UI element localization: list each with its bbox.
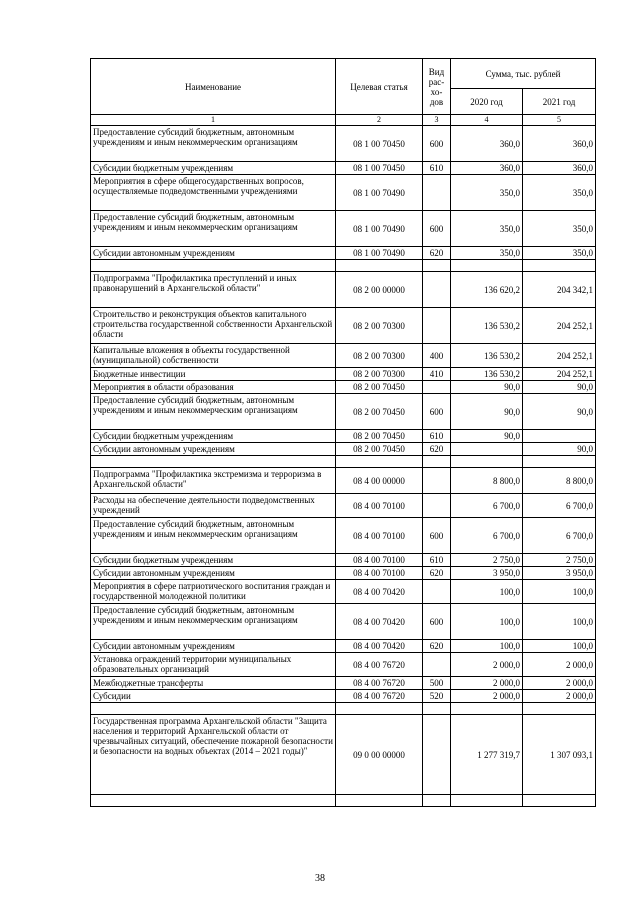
row-sum-2020: 2 750,0 <box>451 554 523 567</box>
row-sum-2021: 204 252,1 <box>523 344 596 368</box>
row-target-article: 08 2 00 70450 <box>336 430 423 443</box>
row-name: Субсидии бюджетным учреждениям <box>91 430 336 443</box>
row-sum-2021: 90,0 <box>523 381 596 394</box>
row-sum-2020: 8 800,0 <box>451 468 523 494</box>
row-expense-type: 610 <box>423 162 451 175</box>
row-target-article <box>336 795 423 807</box>
row-target-article: 08 1 00 70490 <box>336 175 423 211</box>
row-sum-2020: 136 530,2 <box>451 344 523 368</box>
row-sum-2020 <box>451 703 523 715</box>
table-row <box>91 653 596 677</box>
row-expense-type <box>423 715 451 795</box>
header-year-2021: 2021 год <box>523 89 596 115</box>
row-sum-2021 <box>523 456 596 468</box>
row-sum-2021: 100,0 <box>523 640 596 653</box>
row-sum-2021: 350,0 <box>523 247 596 260</box>
row-sum-2021 <box>523 430 596 443</box>
row-expense-type: 620 <box>423 640 451 653</box>
row-name: Строительство и реконструкция объектов капитального строительства государственной собственности Архангельской области <box>91 308 336 344</box>
table-row <box>91 211 596 247</box>
table-row <box>91 126 596 162</box>
column-number: 2 <box>336 115 423 126</box>
row-expense-type: 620 <box>423 443 451 456</box>
row-expense-type: 600 <box>423 604 451 640</box>
row-name: Мероприятия в сфере общегосударственных вопросов, осуществляемые подведомственными учреждениями <box>91 175 336 211</box>
table-row <box>91 715 596 795</box>
row-expense-type <box>423 580 451 604</box>
row-sum-2020: 360,0 <box>451 162 523 175</box>
row-target-article: 08 2 00 70450 <box>336 394 423 430</box>
row-sum-2021: 1 307 093,1 <box>523 715 596 795</box>
row-name: Подпрограмма "Профилактика экстремизма и терроризма в Архангельской области" <box>91 468 336 494</box>
row-sum-2021: 204 252,1 <box>523 368 596 381</box>
row-expense-type: 410 <box>423 368 451 381</box>
row-name: Субсидии <box>91 690 336 703</box>
header-year-2020: 2020 год <box>451 89 523 115</box>
table-row <box>91 640 596 653</box>
row-target-article: 08 2 00 70300 <box>336 344 423 368</box>
row-name: Предоставление субсидий бюджетным, автономным учреждениям и иным некоммерческим организациям <box>91 126 336 162</box>
row-target-article <box>336 456 423 468</box>
row-sum-2020: 350,0 <box>451 247 523 260</box>
row-name: Бюджетные инвестиции <box>91 368 336 381</box>
header-target-article: Целевая статья <box>336 59 423 115</box>
row-expense-type <box>423 272 451 308</box>
row-name: Субсидии автономным учреждениям <box>91 567 336 580</box>
row-target-article: 08 4 00 70420 <box>336 640 423 653</box>
row-target-article: 08 4 00 00000 <box>336 468 423 494</box>
row-sum-2020: 360,0 <box>451 126 523 162</box>
row-name: Предоставление субсидий бюджетным, автономным учреждениям и иным некоммерческим организациям <box>91 518 336 554</box>
column-numbers-row <box>91 115 596 126</box>
row-name: Мероприятия в сфере патриотического воспитания граждан и государственной молодежной политики <box>91 580 336 604</box>
row-target-article: 08 2 00 70300 <box>336 368 423 381</box>
row-target-article: 08 4 00 76720 <box>336 690 423 703</box>
row-name: Предоставление субсидий бюджетным, автономным учреждениям и иным некоммерческим организациям <box>91 394 336 430</box>
table-row <box>91 308 596 344</box>
row-name: Подпрограмма "Профилактика преступлений и иных правонарушений в Архангельской области" <box>91 272 336 308</box>
row-target-article: 08 1 00 70490 <box>336 211 423 247</box>
row-name <box>91 795 336 807</box>
table-row <box>91 368 596 381</box>
row-target-article: 08 2 00 00000 <box>336 272 423 308</box>
row-target-article <box>336 703 423 715</box>
row-sum-2020: 350,0 <box>451 211 523 247</box>
table-row <box>91 518 596 554</box>
row-sum-2020: 3 950,0 <box>451 567 523 580</box>
row-name <box>91 456 336 468</box>
row-sum-2021 <box>523 795 596 807</box>
row-expense-type: 620 <box>423 567 451 580</box>
row-sum-2020: 6 700,0 <box>451 518 523 554</box>
row-sum-2020 <box>451 443 523 456</box>
row-expense-type: 500 <box>423 677 451 690</box>
row-sum-2020: 136 530,2 <box>451 368 523 381</box>
row-target-article: 08 2 00 70450 <box>336 381 423 394</box>
row-target-article: 08 4 00 76720 <box>336 677 423 690</box>
row-expense-type: 610 <box>423 554 451 567</box>
header-expense-type: Вид рас-хо-дов <box>423 59 451 115</box>
row-name <box>91 260 336 272</box>
row-expense-type <box>423 795 451 807</box>
table-row <box>91 162 596 175</box>
header-sum: Сумма, тыс. рублей <box>451 59 596 89</box>
table-body <box>91 126 596 807</box>
row-sum-2020: 2 000,0 <box>451 653 523 677</box>
table-row <box>91 272 596 308</box>
row-expense-type: 600 <box>423 211 451 247</box>
table-row <box>91 430 596 443</box>
row-sum-2021: 204 252,1 <box>523 308 596 344</box>
table-row <box>91 494 596 518</box>
page-number: 38 <box>315 873 325 884</box>
row-target-article: 08 4 00 70100 <box>336 554 423 567</box>
table-row <box>91 456 596 468</box>
row-expense-type: 600 <box>423 126 451 162</box>
row-sum-2020: 2 000,0 <box>451 690 523 703</box>
row-sum-2020: 90,0 <box>451 430 523 443</box>
row-expense-type: 600 <box>423 518 451 554</box>
row-sum-2020: 1 277 319,7 <box>451 715 523 795</box>
row-name: Капитальные вложения в объекты государственной (муниципальной) собственности <box>91 344 336 368</box>
row-sum-2021: 2 000,0 <box>523 653 596 677</box>
row-target-article: 08 1 00 70490 <box>336 247 423 260</box>
column-number: 1 <box>91 115 336 126</box>
row-sum-2020: 100,0 <box>451 640 523 653</box>
row-sum-2021: 6 700,0 <box>523 518 596 554</box>
row-target-article: 08 4 00 70100 <box>336 494 423 518</box>
row-sum-2021 <box>523 260 596 272</box>
row-name: Субсидии автономным учреждениям <box>91 443 336 456</box>
table-row <box>91 567 596 580</box>
table-row <box>91 394 596 430</box>
row-target-article: 08 4 00 70100 <box>336 567 423 580</box>
row-expense-type <box>423 308 451 344</box>
table-row <box>91 795 596 807</box>
row-name: Государственная программа Архангельской области "Защита населения и территорий Архангельской области от чрезвычайных ситуаций, обеспечение пожарной безопасности и безопасности на водных объектах (2014 – 2021 годы)" <box>91 715 336 795</box>
row-target-article: 08 4 00 70420 <box>336 604 423 640</box>
row-expense-type: 610 <box>423 430 451 443</box>
row-sum-2020: 100,0 <box>451 604 523 640</box>
row-sum-2021: 2 000,0 <box>523 690 596 703</box>
row-sum-2021: 204 342,1 <box>523 272 596 308</box>
row-sum-2021: 3 950,0 <box>523 567 596 580</box>
row-expense-type <box>423 468 451 494</box>
row-expense-type <box>423 494 451 518</box>
row-sum-2021: 360,0 <box>523 126 596 162</box>
row-sum-2021: 2 000,0 <box>523 677 596 690</box>
row-name: Субсидии бюджетным учреждениям <box>91 554 336 567</box>
row-name: Субсидии автономным учреждениям <box>91 640 336 653</box>
row-sum-2021: 2 750,0 <box>523 554 596 567</box>
row-target-article: 09 0 00 00000 <box>336 715 423 795</box>
row-sum-2021 <box>523 703 596 715</box>
table-row <box>91 554 596 567</box>
row-sum-2021: 90,0 <box>523 443 596 456</box>
row-sum-2021: 8 800,0 <box>523 468 596 494</box>
table-row <box>91 344 596 368</box>
row-expense-type <box>423 175 451 211</box>
table-row <box>91 468 596 494</box>
table-row <box>91 690 596 703</box>
table-row <box>91 381 596 394</box>
table-row <box>91 247 596 260</box>
budget-table <box>90 58 596 807</box>
column-number: 3 <box>423 115 451 126</box>
row-sum-2021: 360,0 <box>523 162 596 175</box>
row-expense-type <box>423 653 451 677</box>
row-name: Межбюджетные трансферты <box>91 677 336 690</box>
table-row <box>91 677 596 690</box>
row-sum-2020: 6 700,0 <box>451 494 523 518</box>
row-sum-2020: 350,0 <box>451 175 523 211</box>
row-name: Установка ограждений территории муниципальных образовательных организаций <box>91 653 336 677</box>
row-target-article: 08 4 00 70420 <box>336 580 423 604</box>
row-target-article: 08 1 00 70450 <box>336 162 423 175</box>
row-name: Предоставление субсидий бюджетным, автономным учреждениям и иным некоммерческим организациям <box>91 211 336 247</box>
row-sum-2020 <box>451 456 523 468</box>
row-expense-type: 620 <box>423 247 451 260</box>
row-target-article: 08 1 00 70450 <box>336 126 423 162</box>
row-target-article: 08 4 00 70100 <box>336 518 423 554</box>
row-name: Предоставление субсидий бюджетным, автономным учреждениям и иным некоммерческим организациям <box>91 604 336 640</box>
row-sum-2020: 90,0 <box>451 394 523 430</box>
row-target-article <box>336 260 423 272</box>
row-sum-2020: 90,0 <box>451 381 523 394</box>
header-name: Наименование <box>91 59 336 115</box>
row-sum-2021: 100,0 <box>523 580 596 604</box>
row-name: Субсидии бюджетным учреждениям <box>91 162 336 175</box>
row-expense-type <box>423 703 451 715</box>
row-expense-type: 520 <box>423 690 451 703</box>
row-name <box>91 703 336 715</box>
row-sum-2021: 6 700,0 <box>523 494 596 518</box>
row-expense-type <box>423 260 451 272</box>
table-row <box>91 443 596 456</box>
row-sum-2020 <box>451 260 523 272</box>
row-target-article: 08 2 00 70300 <box>336 308 423 344</box>
row-sum-2020 <box>451 795 523 807</box>
row-name: Расходы на обеспечение деятельности подведомственных учреждений <box>91 494 336 518</box>
row-sum-2020: 100,0 <box>451 580 523 604</box>
table-row <box>91 260 596 272</box>
row-expense-type: 600 <box>423 394 451 430</box>
table-row <box>91 580 596 604</box>
column-number: 4 <box>451 115 523 126</box>
row-sum-2021: 100,0 <box>523 604 596 640</box>
table-row <box>91 175 596 211</box>
row-expense-type <box>423 456 451 468</box>
table-row <box>91 703 596 715</box>
row-expense-type <box>423 381 451 394</box>
row-sum-2021: 350,0 <box>523 175 596 211</box>
row-name: Мероприятия в области образования <box>91 381 336 394</box>
row-target-article: 08 4 00 76720 <box>336 653 423 677</box>
row-sum-2021: 350,0 <box>523 211 596 247</box>
row-name: Субсидии автономным учреждениям <box>91 247 336 260</box>
row-target-article: 08 2 00 70450 <box>336 443 423 456</box>
row-expense-type: 400 <box>423 344 451 368</box>
column-number: 5 <box>523 115 596 126</box>
row-sum-2020: 136 620,2 <box>451 272 523 308</box>
table-row <box>91 604 596 640</box>
row-sum-2020: 2 000,0 <box>451 677 523 690</box>
row-sum-2020: 136 530,2 <box>451 308 523 344</box>
row-sum-2021: 90,0 <box>523 394 596 430</box>
